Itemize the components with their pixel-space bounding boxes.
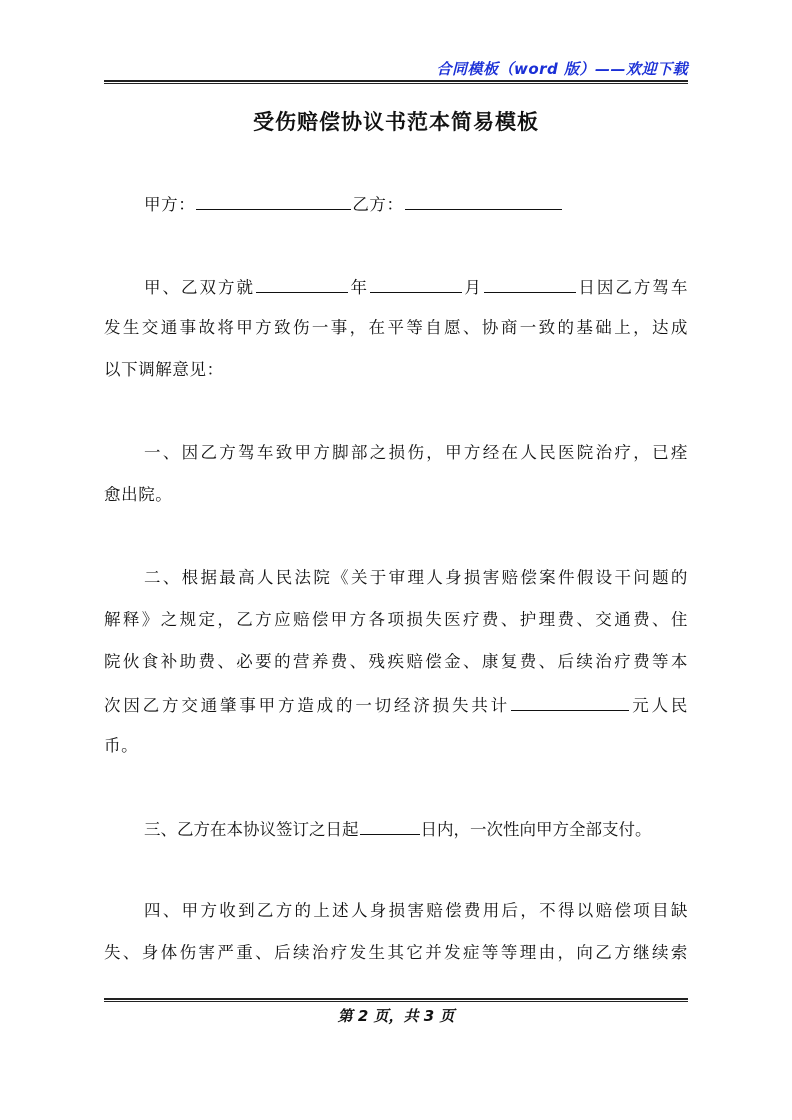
days-blank[interactable] — [360, 817, 420, 835]
parties-line — [104, 192, 688, 216]
month-blank[interactable] — [370, 275, 462, 293]
paragraph-4-line-1 — [104, 817, 688, 841]
p3-l4-text: 次因乙方交通肇事甲方造成的一切经济损失共计 — [104, 696, 510, 715]
paragraph-2-line-1: 一、因乙方驾车致甲方脚部之损伤，甲方经在人民医院治疗，已痊 — [144, 443, 688, 462]
document-title: 受伤赔偿协议书范本简易模板 — [253, 110, 539, 134]
year-label: 年 — [349, 278, 369, 297]
party-b-label: 乙方： — [352, 195, 404, 214]
paragraph-5-line-1: 四、甲方收到乙方的上述人身损害赔偿费用后，不得以赔偿项目缺 — [144, 901, 688, 920]
amount-blank[interactable] — [511, 693, 629, 711]
currency-label: 元人民 — [629, 696, 688, 715]
day-label: 日因乙方驾车 — [576, 278, 688, 297]
paragraph-2-line-2: 愈出院。 — [104, 485, 173, 504]
p4-text-end: 日内，一次性向甲方全部支付。 — [420, 820, 652, 839]
paragraph-1-line-2: 发生交通事故将甲方致伤一事，在平等自愿、协商一致的基础上，达成 — [104, 318, 688, 337]
party-a-blank[interactable] — [196, 192, 351, 210]
paragraph-3-line-4 — [104, 693, 688, 717]
page-number: 第 2 页，共 3 页 — [337, 1007, 455, 1025]
party-b-blank[interactable] — [405, 192, 562, 210]
paragraph-3-line-2: 解释》之规定，乙方应赔偿甲方各项损失医疗费、护理费、交通费、住 — [104, 610, 688, 629]
year-blank[interactable] — [256, 275, 348, 293]
paragraph-3-line-3: 院伙食补助费、必要的营养费、残疾赔偿金、康复费、后续治疗费等本 — [104, 652, 688, 671]
party-a-label: 甲方： — [144, 195, 196, 214]
header-divider — [104, 80, 688, 84]
day-blank[interactable] — [484, 275, 576, 293]
paragraph-1-line-1 — [104, 275, 688, 299]
paragraph-5-line-2: 失、身体伤害严重、后续治疗发生其它并发症等等理由，向乙方继续索 — [104, 943, 688, 962]
month-label: 月 — [462, 278, 483, 297]
paragraph-3-line-1: 二、根据最高人民法院《关于审理人身损害赔偿案件假设干问题的 — [144, 568, 688, 587]
paragraph-3-line-5: 币。 — [104, 736, 139, 755]
p4-text: 三、乙方在本协议签订之日起 — [144, 820, 359, 839]
paragraph-1-line-3: 以下调解意见： — [104, 360, 224, 379]
header-label: 合同模板（word 版）——欢迎下载 — [436, 60, 688, 78]
footer-divider — [104, 998, 688, 1002]
p1-text: 甲、乙双方就 — [144, 278, 256, 297]
